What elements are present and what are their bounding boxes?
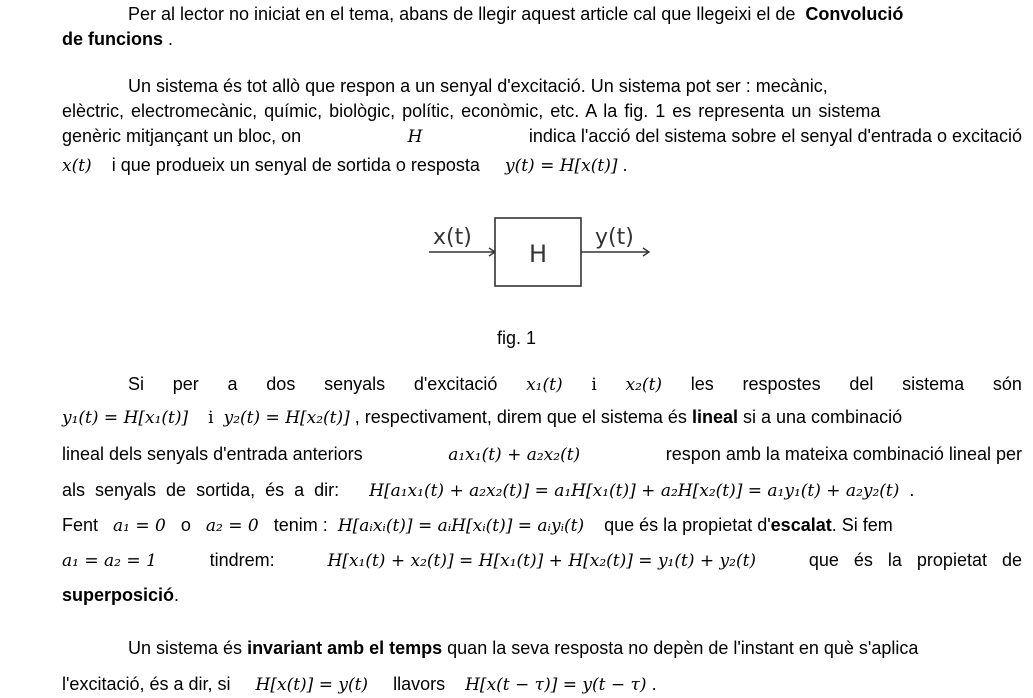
convolution-link-cont[interactable]: de funcions [62, 29, 164, 49]
intro-line-1 [128, 2, 1022, 26]
linear-line-6: a₁ = a₂ = 1 tindrem: H[x₁(t) + x₂(t)] = H[x₁(t)] + H[x₂(t)] = y₁(t) + y₂(t) que és la propietat de [62, 550, 1022, 571]
linear-line-4: als senyals de sortida, és a dir: H[a₁x₁(t) + a₂x₂(t)] = a₁H[x₁(t)] + a₂H[x₂(t)] = a₁y₁(t) + a₂y₂(t) . [62, 480, 915, 501]
system-line-4: x(t) i que produeix un senyal de sortida o resposta y(t) = H[x(t)] . [62, 155, 628, 176]
linear-line-5: Fent a₁ = 0 o a₂ = 0 tenim : H[aᵢxᵢ(t)] = aᵢH[xᵢ(t)] = aᵢyᵢ(t) que és la propietat d'escalat. Si fem [62, 515, 893, 536]
term-superposicio: superposició [62, 585, 175, 605]
linear-line-1: Si per a dos senyals d'excitació x₁(t) i x₂(t) les respostes del sistema són [128, 374, 1022, 395]
time-invariance-equation: H[x(t − τ)] = y(t − τ) [465, 675, 647, 695]
input-label: x(t) [433, 225, 472, 250]
intro-line-2: de funcions . [62, 29, 174, 49]
math-x-t: x(t) [62, 156, 92, 176]
scaling-equation: H[aᵢxᵢ(t)] = aᵢH[xᵢ(t)] = aᵢyᵢ(t) [337, 516, 585, 536]
system-line-3: genèric mitjançant un bloc, on H indica l'acció del sistema sobre el senyal d'entrada o excitació [62, 126, 1022, 147]
invariant-line-2: l'excitació, és a dir, si H[x(t)] = y(t) llavors H[x(t − τ)] = y(t − τ) . [62, 674, 657, 695]
math-output-eq: y(t) = H[x(t)] [504, 156, 618, 176]
superposition-equation: H[x₁(t) + x₂(t)] = H[x₁(t)] + H[x₂(t)] = y₁(t) + y₂(t) [327, 551, 757, 571]
linear-line-3: lineal dels senyals d'entrada anteriors a₁x₁(t) + a₂x₂(t) respon amb la mateixa combinació lineal per [62, 444, 1022, 465]
linear-line-7: superposició. [62, 585, 180, 605]
system-block-diagram [417, 200, 671, 304]
linear-line-2: y₁(t) = H[x₁(t)] i y₂(t) = H[x₂(t)] , respectivament, direm que el sistema és lineal si a una combinació [62, 407, 903, 428]
term-invariant: invariant amb el temps [247, 638, 443, 658]
output-label: y(t) [595, 225, 634, 250]
convolution-link[interactable]: Convolució [805, 4, 904, 24]
system-line-1: Un sistema és tot allò que respon a un senyal d'excitació. Un sistema pot ser : mecànic, [128, 76, 828, 96]
term-escalat: escalat [770, 515, 832, 535]
math-H: H [407, 127, 423, 147]
system-line-2: elèctric, electromecànic, químic, biològic, polític, econòmic, etc. A la fig. 1 es representa un sistema [62, 101, 881, 121]
intro-text: Per al lector no iniciat en el tema, abans de llegir aquest article cal que llegeixi el de [128, 4, 796, 24]
term-lineal: lineal [691, 407, 738, 427]
figure-caption: fig. 1 [496, 328, 537, 348]
block-label: H [529, 240, 548, 268]
invariant-line-1: Un sistema és invariant amb el temps quan la seva resposta no depèn de l'instant en què s'aplica [128, 638, 919, 658]
linearity-equation: H[a₁x₁(t) + a₂x₂(t)] = a₁H[x₁(t)] + a₂H[x₂(t)] = a₁y₁(t) + a₂y₂(t) [369, 481, 900, 501]
